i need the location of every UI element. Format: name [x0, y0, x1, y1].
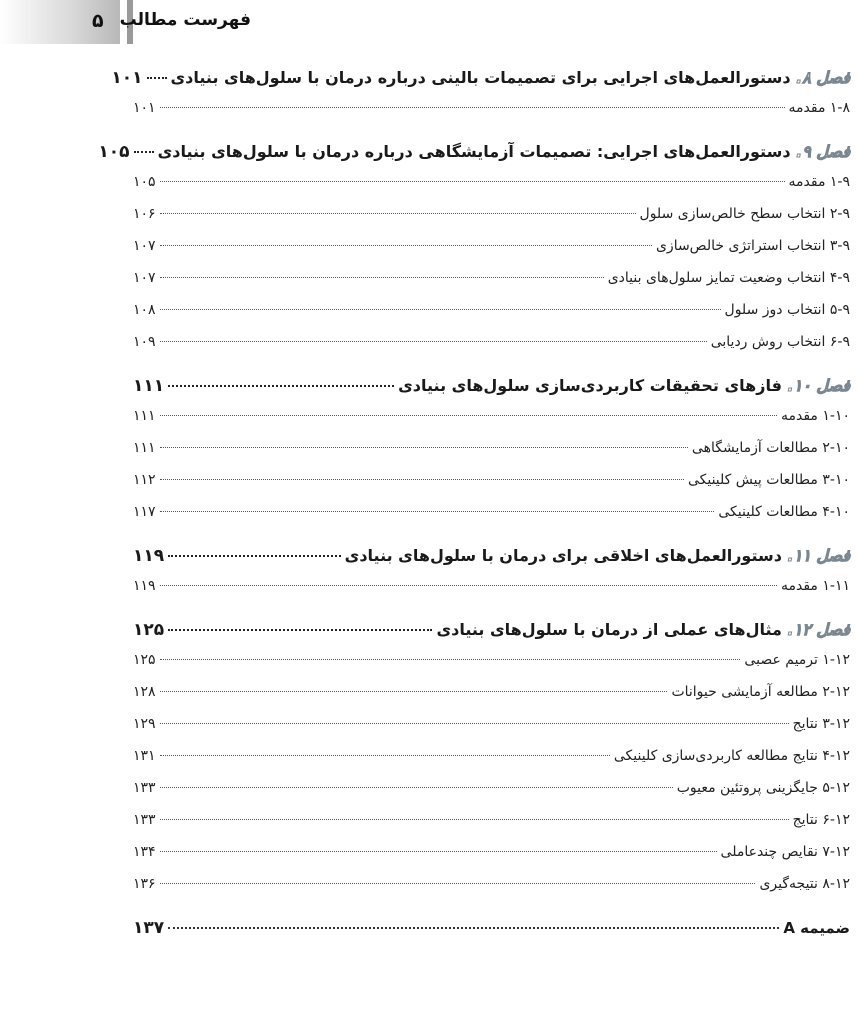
dot-leader [160, 659, 741, 660]
chapter-number: فصل ۸. [796, 68, 850, 87]
dot-leader [160, 447, 688, 448]
dot-leader [160, 309, 721, 310]
section-page-number: ۱۲۹ [133, 716, 156, 732]
section-page-number: ۱۳۳ [133, 812, 156, 828]
page-number: ۵ [92, 10, 104, 32]
toc-entry[interactable] [133, 876, 850, 908]
chapter-title: مثال‌های عملی از درمان با سلول‌های بنیادی [436, 620, 782, 639]
toc-entry[interactable] [133, 270, 850, 302]
section-page-number: ۱۱۱ [133, 440, 156, 456]
dot-leader [160, 723, 789, 724]
toc-entry[interactable] [133, 408, 850, 440]
dot-leader [160, 851, 717, 852]
dot-leader [160, 787, 673, 788]
appendix-title: ضمیمه A [783, 919, 850, 937]
chapter-11 [133, 546, 850, 610]
section-title: ۳-۹ انتخاب استراتژی خالص‌سازی [655, 238, 850, 254]
toc-entry[interactable] [133, 238, 850, 270]
dot-leader [160, 585, 777, 586]
section-page-number: ۱۲۵ [133, 652, 156, 668]
chapter-heading[interactable] [133, 546, 850, 578]
toc-entry[interactable] [133, 652, 850, 684]
dot-leader [160, 819, 789, 820]
chapter-title: دستورالعمل‌های اجرایی برای تصمیمات بالینی درباره درمان با سلول‌های بنیادی [170, 68, 791, 87]
section-page-number: ۱۰۹ [133, 334, 156, 350]
section-page-number: ۱۳۱ [133, 748, 156, 764]
chapter-number: فصل ۱۲. [787, 620, 850, 639]
toc-entry[interactable] [133, 844, 850, 876]
section-title: ۴-۱۰ مطالعات کلینیکی [718, 504, 850, 520]
chapter-number: فصل ۱۰. [787, 376, 850, 395]
toc-entry[interactable] [133, 716, 850, 748]
chapter-12 [133, 620, 850, 908]
section-page-number: ۱۰۵ [133, 174, 156, 190]
chapter-page-number: ۱۲۵ [133, 620, 165, 640]
toc-entry[interactable] [133, 302, 850, 334]
dot-leader [160, 213, 636, 214]
section-title: ۷-۱۲ نقایص چندعاملی [720, 844, 850, 860]
section-page-number: ۱۰۸ [133, 302, 156, 318]
toc-entry[interactable] [133, 578, 850, 610]
section-page-number: ۱۳۳ [133, 780, 156, 796]
dot-leader [160, 415, 777, 416]
section-title: ۱-۱۰ مقدمه [780, 408, 850, 424]
section-title: ۶-۱۲ نتایج [792, 812, 850, 828]
chapter-title: دستورالعمل‌های اخلاقی برای درمان با سلول‌های بنیادی [344, 546, 782, 565]
section-title: ۴-۹ انتخاب وضعیت تمایز سلول‌های بنیادی [607, 270, 850, 286]
toc-entry[interactable] [133, 748, 850, 780]
section-title: ۲-۱۰ مطالعات آزمایشگاهی [691, 440, 850, 456]
section-page-number: ۱۰۷ [133, 238, 156, 254]
toc-entry[interactable] [133, 812, 850, 844]
appendix-page-number: ۱۳۷ [133, 918, 165, 938]
chapter-page-number: ۱۱۹ [133, 546, 165, 566]
section-title: ۳-۱۰ مطالعات پیش کلینیکی [687, 472, 850, 488]
chapter-label [345, 546, 850, 565]
dot-leader [160, 511, 715, 512]
chapter-9 [98, 142, 850, 366]
section-title: ۲-۱۲ مطالعه آزمایشی حیوانات [671, 684, 850, 700]
dot-leader [160, 277, 604, 278]
chapter-10 [133, 376, 850, 536]
section-page-number: ۱۱۱ [133, 408, 156, 424]
dot-leader [160, 691, 668, 692]
table-of-contents [98, 68, 850, 950]
section-page-number: ۱۲۸ [133, 684, 156, 700]
toc-entry[interactable] [133, 684, 850, 716]
chapter-title: فازهای تحقیقات کاربردی‌سازی سلول‌های بنیادی [398, 376, 782, 395]
dot-leader [160, 479, 684, 480]
dot-leader [134, 151, 154, 153]
section-page-number: ۱۱۷ [133, 504, 156, 520]
chapter-label [158, 142, 850, 161]
section-title: ۸-۱۲ نتیجه‌گیری [759, 876, 850, 892]
toc-entry[interactable] [133, 472, 850, 504]
section-title: ۳-۱۲ نتایج [792, 716, 850, 732]
section-page-number: ۱۰۷ [133, 270, 156, 286]
chapter-heading[interactable] [111, 68, 850, 100]
dot-leader [168, 555, 341, 557]
chapter-heading[interactable] [98, 142, 850, 174]
section-title: ۱-۱۲ ترمیم عصبی [744, 652, 850, 668]
chapter-heading[interactable] [133, 376, 850, 408]
chapter-heading[interactable] [133, 620, 850, 652]
dot-leader [160, 245, 652, 246]
appendix-heading[interactable] [133, 918, 850, 950]
section-title: ۵-۹ انتخاب دوز سلول [724, 302, 850, 318]
dot-leader [160, 341, 707, 342]
running-header-title: فهرست مطالب [119, 10, 251, 30]
section-title: ۵-۱۲ جایگزینی پروتئین معیوب [676, 780, 850, 796]
dot-leader [160, 755, 610, 756]
chapter-page-number: ۱۱۱ [133, 376, 165, 396]
section-title: ۱-۸ مقدمه [788, 100, 850, 116]
toc-entry[interactable] [133, 334, 850, 366]
dot-leader [147, 77, 167, 79]
toc-entry[interactable] [133, 100, 850, 132]
section-page-number: ۱۰۱ [133, 100, 156, 116]
section-title: ۶-۹ انتخاب روش ردیابی [710, 334, 850, 350]
section-page-number: ۱۱۹ [133, 578, 156, 594]
dot-leader [168, 385, 394, 387]
section-title: ۲-۹ انتخاب سطح خالص‌سازی سلول [639, 206, 850, 222]
toc-entry[interactable] [133, 174, 850, 206]
section-page-number: ۱۳۴ [133, 844, 156, 860]
chapter-number: فصل ۱۱. [787, 546, 850, 565]
chapter-number: فصل ۹. [796, 142, 850, 161]
section-title: ۴-۱۲ نتایج مطالعه کاربردی‌سازی کلینیکی [613, 748, 850, 764]
chapter-label [171, 68, 851, 87]
chapter-page-number: ۱۰۱ [111, 68, 143, 88]
dot-leader [168, 629, 432, 631]
section-page-number: ۱۰۶ [133, 206, 156, 222]
dot-leader [160, 883, 756, 884]
dot-leader [160, 181, 785, 182]
chapter-label [398, 376, 850, 395]
section-page-number: ۱۱۲ [133, 472, 156, 488]
toc-entry[interactable] [133, 206, 850, 238]
toc-entry[interactable] [133, 780, 850, 812]
chapter-label [436, 620, 850, 639]
chapter-title: دستورالعمل‌های اجرایی: تصمیمات آزمایشگاهی درباره درمان با سلول‌های بنیادی [157, 142, 791, 161]
chapter-8 [111, 68, 850, 132]
section-page-number: ۱۳۶ [133, 876, 156, 892]
dot-leader [160, 107, 785, 108]
chapter-page-number: ۱۰۵ [98, 142, 130, 162]
toc-entry[interactable] [133, 440, 850, 472]
toc-entry[interactable] [133, 504, 850, 536]
section-title: ۱-۱۱ مقدمه [780, 578, 850, 594]
dot-leader [168, 927, 779, 929]
section-title: ۱-۹ مقدمه [788, 174, 850, 190]
